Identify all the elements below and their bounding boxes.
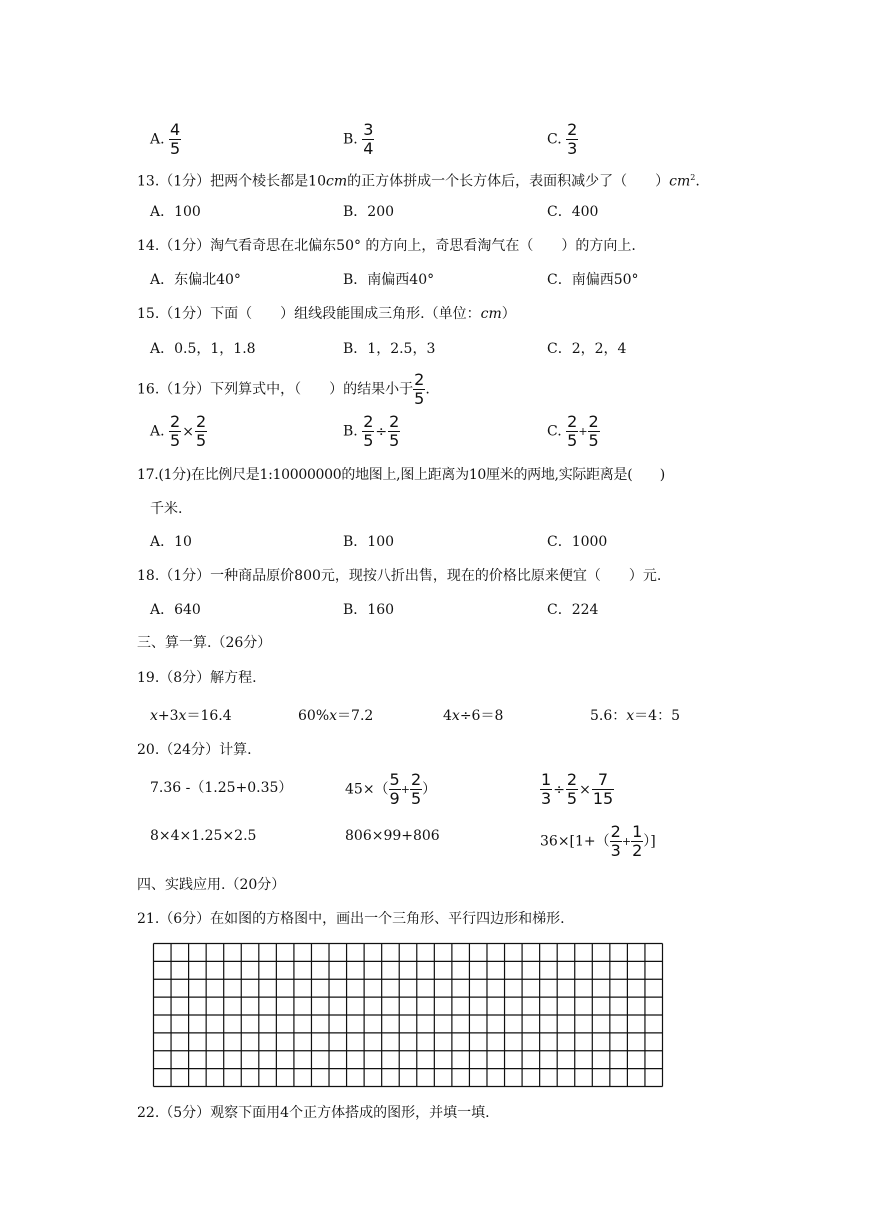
q16-option-c: [547, 414, 600, 449]
q18-option-a: A．640: [150, 602, 201, 618]
operator: ×: [579, 781, 591, 798]
operator: ×: [182, 423, 194, 440]
denominator: 4: [363, 139, 374, 158]
denominator: 5: [410, 789, 422, 808]
fraction: [410, 772, 422, 807]
fraction: [592, 772, 614, 807]
q18-option-c: C．224: [547, 602, 599, 618]
denominator: 9: [389, 789, 400, 808]
numerator: 2: [410, 770, 422, 789]
q14-option-a: A．东偏北40°: [150, 272, 241, 288]
q22-stem: 22.（5分）观察下面用4个正方体搭成的图形，并填一填.: [137, 1105, 490, 1121]
q21-stem: 21.（6分）在如图的方格图中，画出一个三角形、平行四边形和梯形.: [137, 911, 565, 927]
q14-stem: 14.（1分）淘气看奇思在北偏东50° 的方向上，奇思看淘气在（ ）的方向上.: [137, 238, 636, 254]
option-label: A.: [150, 131, 165, 148]
denominator: 5: [588, 431, 599, 450]
q16-stem: [137, 372, 430, 407]
fraction: [362, 414, 374, 449]
option-label: C.: [547, 131, 562, 148]
expr: 36×[1+（: [540, 833, 610, 850]
denominator: 3: [567, 139, 578, 158]
q19-stem: 19.（8分）解方程.: [137, 670, 257, 686]
q20-calc-3: [540, 772, 614, 807]
stem-end: ）: [501, 306, 516, 322]
q18-stem: 18.（1分）一种商品原价800元，现按八折出售，现在的价格比原来便宜（ ）元.: [137, 568, 662, 584]
numerator: 2: [566, 770, 578, 789]
denominator: 5: [389, 431, 400, 450]
q15-option-c: C．2，2，4: [547, 341, 627, 357]
q19-equation-4: [590, 706, 680, 726]
operator: +: [621, 834, 632, 848]
operator: ÷: [375, 423, 388, 440]
variable: x: [329, 708, 338, 724]
q20-calc-4: 8×4×1.25×2.5: [150, 828, 257, 844]
numerator: 2: [363, 412, 374, 431]
q17-option-c: C．1000: [547, 534, 608, 550]
q14-option-c: C．南偏西50°: [547, 272, 639, 288]
option-label: C.: [547, 423, 562, 440]
denominator: 2: [632, 841, 643, 860]
numerator: 2: [170, 412, 181, 431]
square-grid: [152, 942, 664, 1088]
fraction: [566, 772, 578, 807]
q15-option-b: B．1，2.5，3: [343, 341, 436, 357]
expr: ＝16.4: [186, 708, 232, 724]
denominator: 5: [195, 431, 207, 450]
option-label: B.: [343, 423, 358, 440]
fraction: [566, 122, 578, 157]
q18-option-b: B．160: [343, 602, 395, 618]
q15-stem: [137, 304, 516, 324]
expr: ）]: [643, 833, 656, 850]
numerator: 7: [592, 772, 614, 790]
numerator: 2: [567, 120, 578, 139]
q20-calc-5: 806×99+806: [345, 828, 440, 844]
fraction: [388, 414, 400, 449]
denominator: 3: [610, 841, 621, 860]
numerator: 2: [610, 822, 621, 841]
q17-stem-line2: 千米.: [150, 501, 183, 517]
expr: 4: [443, 708, 452, 724]
denominator: 5: [566, 789, 578, 808]
numerator: 5: [389, 770, 400, 789]
q19-equation-2: [298, 706, 373, 726]
q19-equation-1: [150, 706, 232, 726]
denominator: 5: [414, 389, 425, 408]
unit: cm: [326, 173, 348, 190]
section-heading-4: 四、实践应用.（20分）: [137, 877, 286, 893]
fraction: [631, 824, 643, 859]
unit: cm: [480, 306, 502, 322]
fraction: [540, 772, 552, 807]
q19-equation-3: [443, 706, 503, 726]
expr: ＝4：5: [634, 708, 680, 724]
q20-calc-2: [345, 772, 436, 807]
option-label: A.: [150, 423, 165, 440]
denominator: 5: [170, 139, 181, 158]
fraction: [389, 772, 401, 807]
variable: x: [626, 708, 635, 724]
q16-option-a: [150, 414, 207, 449]
q20-calc-6: [540, 824, 656, 859]
numerator: 1: [541, 770, 552, 789]
q16-option-b: [343, 414, 400, 449]
variable: x: [150, 708, 158, 724]
operator: ÷: [553, 781, 565, 798]
fraction: [566, 414, 578, 449]
expr: 60%: [298, 708, 330, 724]
operator: +: [400, 782, 410, 796]
stem-text: 15.（1分）下面（ ）组线段能围成三角形.（单位：: [137, 306, 481, 322]
numerator: 2: [567, 412, 578, 431]
fraction: [588, 414, 600, 449]
fraction: [362, 122, 374, 157]
q17-stem-line1: 17.(1分)在比例尺是1:10000000的地图上,图上距离为10厘米的两地,实际距离是( ): [137, 467, 665, 483]
q12-option-c: [547, 122, 578, 157]
unit: cm: [669, 173, 691, 190]
numerator: 2: [195, 412, 207, 431]
fraction: [413, 372, 425, 407]
denominator: 5: [363, 431, 374, 450]
q13-option-a: A．100: [150, 204, 201, 220]
denominator: 5: [567, 431, 578, 450]
q12-option-b: [343, 122, 374, 157]
q13-option-b: B．200: [343, 204, 395, 220]
variable: x: [451, 708, 460, 724]
expr: 45×（: [345, 781, 389, 798]
expr: +3: [157, 708, 179, 724]
q17-option-a: A．10: [150, 534, 192, 550]
stem-text: 13.（1分）把两个棱长都是10: [137, 173, 326, 190]
q20-stem: 20.（24分）计算.: [137, 742, 252, 758]
expr: ＝7.2: [337, 708, 374, 724]
operator: +: [578, 424, 588, 438]
numerator: 2: [588, 412, 599, 431]
q13-option-c: C．400: [547, 204, 599, 220]
q14-option-b: B．南偏西40°: [343, 272, 435, 288]
fraction: [610, 824, 622, 859]
stem-text: 的正方体拼成一个长方体后，表面积减少了（ ）: [347, 173, 670, 190]
expr: 5.6：: [590, 708, 627, 724]
stem-text: 16.（1分）下列算式中，（ ）的结果小于: [137, 381, 414, 398]
superscript: 2: [690, 173, 696, 182]
fraction: [169, 122, 181, 157]
q20-calc-1: 7.36 -（1.25+0.35）: [150, 780, 293, 796]
fraction: [195, 414, 207, 449]
stem-end: .: [695, 173, 700, 190]
fraction: [169, 414, 181, 449]
q15-option-a: A．0.5，1，1.8: [150, 341, 256, 357]
option-label: B.: [343, 131, 358, 148]
numerator: 2: [414, 370, 425, 389]
variable: x: [178, 708, 187, 724]
stem-end: .: [425, 381, 430, 398]
q17-option-b: B．100: [343, 534, 395, 550]
q12-option-a: [150, 122, 181, 157]
q13-stem: [137, 168, 700, 192]
numerator: 3: [363, 120, 374, 139]
denominator: 5: [170, 431, 181, 450]
expr: ÷6＝8: [459, 708, 504, 724]
denominator: 3: [541, 789, 552, 808]
numerator: 4: [170, 120, 181, 139]
numerator: 1: [632, 822, 643, 841]
section-heading-3: 三、算一算.（26分）: [137, 635, 272, 651]
numerator: 2: [389, 412, 400, 431]
expr: ）: [422, 781, 437, 798]
denominator: 15: [592, 789, 614, 808]
